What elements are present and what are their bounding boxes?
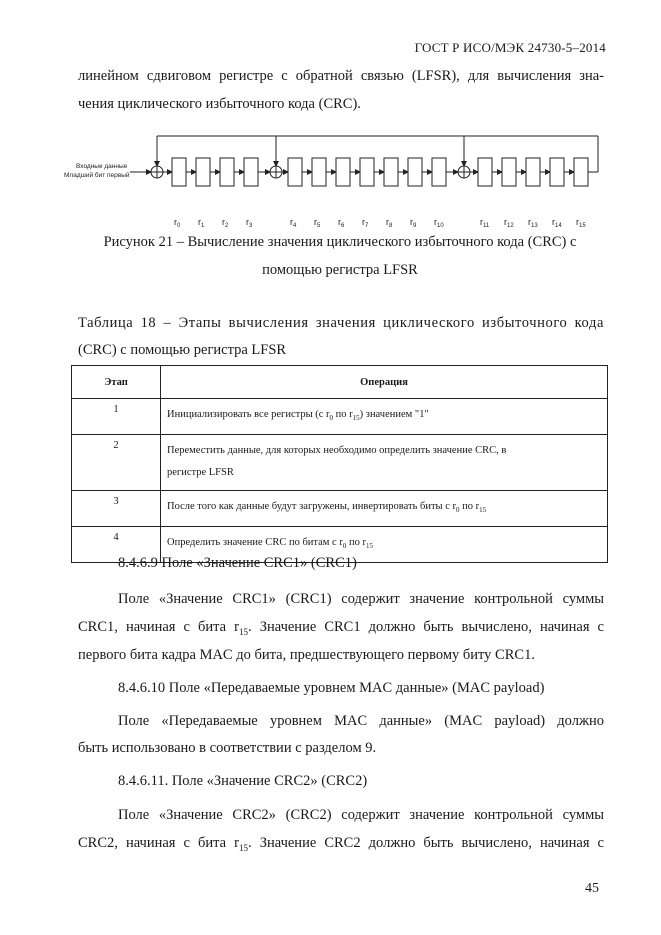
- crc1-para-line-3: первого бита кадра MAC до бита, предшествующего первому биту CRC1.: [78, 647, 535, 663]
- figure-caption-line-2: помощью регистра LFSR: [262, 262, 418, 278]
- table-row: [72, 491, 608, 527]
- register-r11: [478, 158, 492, 229]
- section-heading-crc1: 8.4.6.9 Поле «Значение CRC1» (CRC1): [118, 555, 357, 571]
- register-label: $r_1$: [198, 217, 205, 229]
- crc1-para-line-2: CRC1, начиная с бита $r_{15}$. Значение CRC1 должно быть вычислено, начиная с: [78, 619, 604, 637]
- input-label-1: Входные данные: [76, 163, 128, 170]
- xor-gate-r10-r11: [458, 166, 470, 178]
- register-r8: [384, 158, 398, 229]
- figure-caption-line-1: Рисунок 21 – Вычисление значения циклического избыточного кода (CRC) с: [103, 234, 577, 250]
- register-label: $r_3$: [246, 217, 253, 229]
- register-r4: [288, 158, 302, 229]
- register-r5: [312, 158, 326, 229]
- register-label: $r_5$: [314, 217, 321, 229]
- crc2-para-line-1: Поле «Значение CRC2» (CRC2) содержит значение контрольной суммы: [118, 807, 604, 823]
- register-r12: [502, 158, 516, 229]
- register-label: $r_4$: [290, 217, 297, 229]
- section-heading-crc2: 8.4.6.11. Поле «Значение CRC2» (CRC2): [118, 773, 368, 789]
- register-label: $r_{10}$: [434, 217, 444, 229]
- operation-text: Определить значение CRC по битам с $r_0$ по $r_{15}$: [161, 527, 608, 563]
- register-label: $r_{14}$: [552, 217, 562, 229]
- register-r10: [432, 158, 446, 229]
- input-label-2: Младший бит первый: [64, 172, 130, 179]
- register-r1: [196, 158, 210, 229]
- register-r6: [336, 158, 350, 229]
- register-r0: [172, 158, 186, 229]
- xor-gate-r3-r4: [270, 166, 282, 178]
- step-number: 1: [72, 399, 161, 435]
- step-number: 4: [72, 527, 161, 563]
- register-label: $r_{11}$: [480, 217, 490, 229]
- operation-text: Инициализировать все регистры (с $r_0$ по $r_{15}$) значением "1": [161, 399, 608, 435]
- table-title-line-1: Таблица 18 – Этапы вычисления значения циклического избыточного кода: [78, 315, 604, 331]
- register-label: $r_8$: [386, 217, 393, 229]
- payload-para-line-1: Поле «Передаваемые уровнем MAC данные» (MAC payload) должно: [118, 713, 604, 729]
- crc1-para-line-1: Поле «Значение CRC1» (CRC1) содержит значение контрольной суммы: [118, 591, 604, 607]
- operation-text: После того как данные будут загружены, инвертировать биты с $r_0$ по $r_{15}$: [161, 491, 608, 527]
- register-label: $r_9$: [410, 217, 417, 229]
- xor-gate-input: [151, 166, 163, 178]
- register-label: $r_{12}$: [504, 217, 514, 229]
- register-label: $r_7$: [362, 217, 369, 229]
- register-chain: [151, 158, 588, 229]
- step-number: 3: [72, 491, 161, 527]
- register-r2: [220, 158, 234, 229]
- register-label: $r_0$: [174, 217, 181, 229]
- column-header-step: Этап: [72, 366, 161, 399]
- table-title-line-2: (CRC) с помощью регистра LFSR: [78, 342, 287, 358]
- crc2-para-line-2: CRC2, начиная с бита $r_{15}$. Значение CRC2 должно быть вычислено, начиная с: [78, 835, 604, 853]
- register-r15: [574, 158, 588, 229]
- register-r9: [408, 158, 422, 229]
- register-r14: [550, 158, 564, 229]
- operation-text: Переместить данные, для которых необходимо определить значение CRC, в регистре LFSR: [161, 435, 608, 491]
- register-label: $r_6$: [338, 217, 345, 229]
- section-heading-payload: 8.4.6.10 Поле «Передаваемые уровнем MAC данные» (MAC payload): [118, 680, 545, 696]
- table-row: [72, 399, 608, 435]
- intro-line-2: чения циклического избыточного кода (CRC).: [78, 96, 361, 112]
- table-row: [72, 435, 608, 491]
- register-r7: [360, 158, 374, 229]
- payload-para-line-2: быть использовано в соответствии с разделом 9.: [78, 740, 377, 756]
- lfsr-diagram: [60, 128, 620, 232]
- intro-line-1: линейном сдвиговом регистре с обратной связью (LFSR), для вычисления зна-: [78, 68, 604, 84]
- document-header: ГОСТ Р ИСО/МЭК 24730-5–2014: [414, 40, 606, 55]
- register-label: $r_2$: [222, 217, 229, 229]
- page-number: 45: [585, 881, 599, 896]
- step-number: 2: [72, 435, 161, 491]
- register-r13: [526, 158, 540, 229]
- column-header-operation: Операция: [161, 366, 608, 399]
- register-label: $r_{13}$: [528, 217, 538, 229]
- table-header-row: [72, 366, 608, 399]
- register-r3: [244, 158, 258, 229]
- crc-steps-table: [71, 365, 608, 563]
- register-label: $r_{15}$: [576, 217, 586, 229]
